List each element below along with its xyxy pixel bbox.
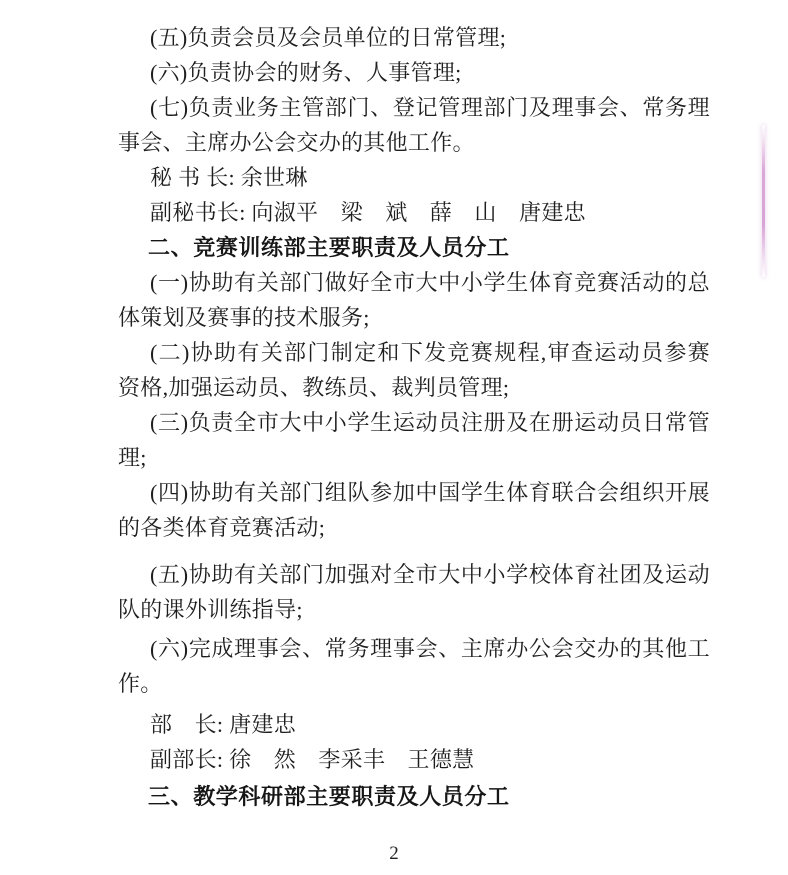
document-body: [118, 20, 710, 814]
scan-artifact-line: [762, 125, 765, 277]
department-head-line: 部 长: 唐建忠: [150, 712, 297, 737]
list-item-line: (六)负责协会的财务、人事管理;: [150, 60, 462, 85]
list-item-line: 队的课外训练指导;: [118, 597, 303, 622]
list-item-line: (四)协助有关部门组队参加中国学生体育联合会组织开展: [150, 480, 710, 505]
secretary-general-line: 秘 书 长: 余世琳: [150, 165, 308, 190]
section-heading: 二、竞赛训练部主要职责及人员分工: [148, 235, 510, 260]
list-item-line: (六)完成理事会、常务理事会、主席办公会交办的其他工: [150, 636, 710, 661]
list-item-line: 资格,加强运动员、教练员、裁判员管理;: [118, 375, 510, 400]
list-item-line: 体策划及赛事的技术服务;: [118, 305, 370, 330]
list-item-line: (五)负责会员及会员单位的日常管理;: [150, 25, 507, 50]
list-item-line: 理;: [118, 445, 147, 470]
list-item-line: 事会、主席办公会交办的其他工作。: [118, 130, 475, 155]
list-item-line: (五)协助有关部门加强对全市大中小学校体育社团及运动: [150, 562, 710, 587]
deputy-secretaries-line: 副秘书长: 向淑平 梁 斌 薛 山 唐建忠: [150, 200, 586, 225]
deputy-department-heads-line: 副部长: 徐 然 李采丰 王德慧: [150, 747, 475, 772]
list-item-line: (一)协助有关部门做好全市大中小学生体育竞赛活动的总: [150, 270, 710, 295]
list-item-line: 作。: [118, 671, 163, 696]
list-item-line: 的各类体育竞赛活动;: [118, 515, 326, 540]
section-heading: 三、教学科研部主要职责及人员分工: [148, 784, 510, 809]
list-item-line: (七)负责业务主管部门、登记管理部门及理事会、常务理: [150, 95, 710, 120]
list-item-line: (三)负责全市大中小学生运动员注册及在册运动员日常管: [150, 410, 710, 435]
list-item-line: (二)协助有关部门制定和下发竞赛规程,审查运动员参赛: [150, 340, 710, 365]
page-number: 2: [389, 843, 399, 864]
